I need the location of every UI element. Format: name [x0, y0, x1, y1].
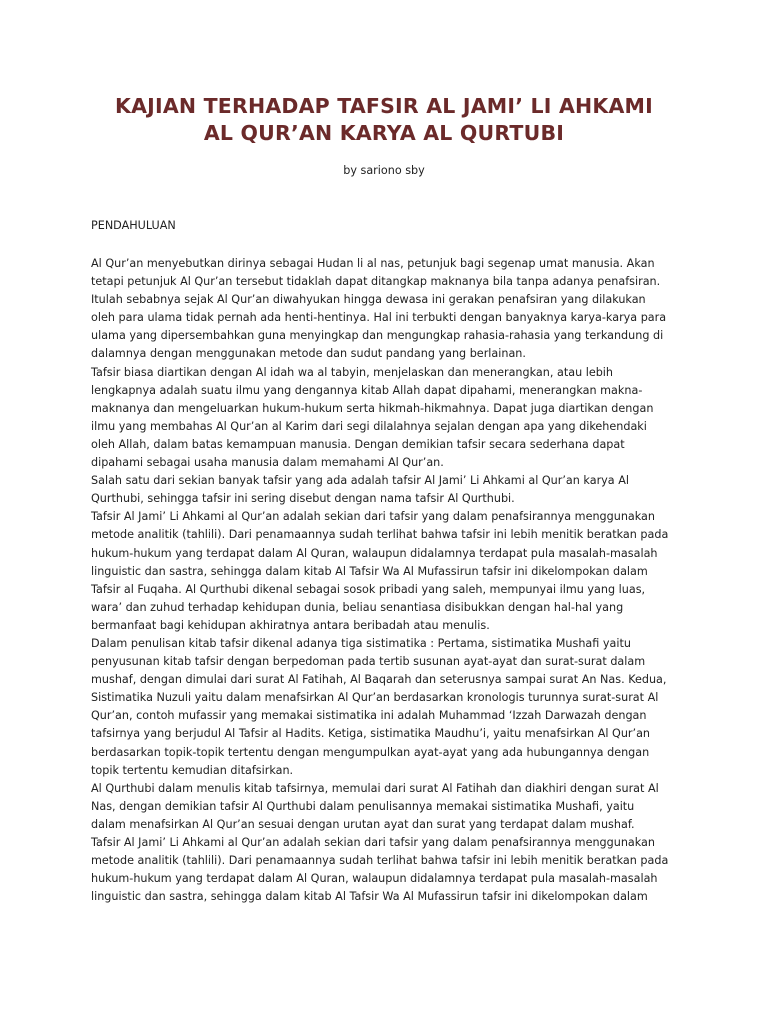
body-line: bermanfaat bagi kehidupan akhiratnya antara beribadah atau menulis. — [91, 618, 490, 632]
title-line-1: KAJIAN TERHADAP TAFSIR AL JAMI’ LI AHKAMI — [115, 94, 653, 118]
body-line: tafsirnya yang berjudul Al Tafsir al Hadits. Ketiga, sistimatika Maudhu’i, yaitu menafsirkan Al Qur’an — [91, 727, 651, 741]
body-line: ilmu yang membahas Al Qur’an al Karim dari segi dilalahnya sejalan dengan apa yang dikehendaki — [91, 419, 647, 433]
body-line: oleh Allah, dalam batas kemampuan manusia. Dengan demikian tafsir secara sederhana dapat — [91, 437, 625, 451]
body-line: Sistimatika Nuzuli yaitu dalam menafsirkan Al Qur’an berdasarkan kronologis turunnya surat-surat Al — [91, 691, 659, 705]
body-line: linguistic dan sastra, sehingga dalam kitab Al Tafsir Wa Al Mufassirun tafsir ini dikelompokan dalam — [91, 564, 648, 578]
body-text — [91, 255, 691, 906]
body-line: Itulah sebabnya sejak Al Qur’an diwahyukan hingga dewasa ini gerakan penafsiran yang dilakukan — [91, 293, 646, 307]
body-line: Al Qurthubi dalam menulis kitab tafsirnya, memulai dari surat Al Fatihah dan diakhiri dengan surat Al — [91, 781, 659, 795]
body-line: topik tertentu kemudian ditafsirkan. — [91, 763, 294, 777]
body-line: Tafsir al Fuqaha. Al Qurthubi dikenal sebagai sosok pribadi yang saleh, mempunyai ilmu yang luas, — [91, 582, 646, 596]
body-line: dalam menafsirkan Al Qur’an sesuai dengan urutan ayat dan surat yang terdapat dalam mushaf. — [91, 817, 635, 831]
body-line: dipahami sebagai usaha manusia dalam memahami Al Qur’an. — [91, 456, 444, 470]
title-line-2: AL QUR’AN KARYA AL QURTUBI — [203, 121, 565, 145]
body-line: ulama yang dipersembahkan guna menyingkap dan mengungkap rahasia-rahasia yang terkandung di — [91, 329, 664, 343]
body-line: hukum-hukum yang terdapat dalam Al Quran, walaupun didalamnya terdapat pula masalah-masalah — [91, 872, 658, 886]
body-line: Dalam penulisan kitab tafsir dikenal adanya tiga sistimatika : Pertama, sistimatika Mushafi yaitu — [91, 636, 631, 650]
body-line: berdasarkan topik-topik tertentu dengan mengumpulkan ayat-ayat yang ada hubungannya dengan — [91, 745, 650, 759]
body-line: oleh para ulama tidak pernah ada henti-hentinya. Hal ini terbukti dengan banyaknya karya-karya para — [91, 311, 667, 325]
body-line: Salah satu dari sekian banyak tafsir yang ada adalah tafsir Al Jami’ Li Ahkami al Qur’an karya Al — [91, 474, 629, 488]
body-line: Al Qur’an menyebutkan dirinya sebagai Hudan li al nas, petunjuk bagi segenap umat manusia. Akan — [91, 257, 655, 270]
section-heading: PENDAHULUAN — [91, 219, 176, 232]
body-line: tetapi petunjuk Al Qur’an tersebut tidaklah dapat ditangkap maknanya bila tanpa adanya penafsiran. — [91, 275, 661, 289]
body-line: Tafsir Al Jami’ Li Ahkami al Qur’an adalah sekian dari tafsir yang dalam penafsirannya menggunakan — [91, 510, 656, 524]
body-line: Nas, dengan demikian tafsir Al Qurthubi dalam penulisannya memakai sistimatika Mushafi, yaitu — [91, 799, 635, 813]
body-line: maknanya dan mengeluarkan hukum-hukum serta hikmah-hikmahnya. Dapat juga diartikan dengan — [91, 401, 654, 415]
body-line: wara’ dan zuhud terhadap kehidupan dunia, beliau senantiasa disibukkan dengan hal-hal yang — [91, 600, 624, 614]
body-line: hukum-hukum yang terdapat dalam Al Quran, walaupun didalamnya terdapat pula masalah-masalah — [91, 546, 658, 560]
body-line: linguistic dan sastra, sehingga dalam kitab Al Tafsir Wa Al Mufassirun tafsir ini dikelompokan dalam — [91, 890, 648, 904]
body-line: metode analitik (tahlili). Dari penamaannya sudah terlihat bahwa tafsir ini lebih menitik beratkan pada — [91, 854, 669, 868]
body-line: Qurthubi, sehingga tafsir ini sering disebut dengan nama tafsir Al Qurthubi. — [91, 492, 515, 506]
body-line: metode analitik (tahlili). Dari penamaannya sudah terlihat bahwa tafsir ini lebih menitik beratkan pada — [91, 528, 669, 542]
body-line: mushaf, dengan dimulai dari surat Al Fatihah, Al Baqarah dan seterusnya sampai surat An Nas. Kedua, — [91, 673, 667, 687]
document-title — [40, 93, 728, 147]
author-byline: by sariono sby — [343, 164, 425, 177]
body-line: dalamnya dengan menggunakan metode dan sudut pandang yang berlainan. — [91, 347, 526, 361]
body-line: lengkapnya adalah suatu ilmu yang dengannya kitab Allah dapat dipahami, menerangkan makna- — [91, 383, 643, 397]
body-line: Tafsir Al Jami’ Li Ahkami al Qur’an adalah sekian dari tafsir yang dalam penafsirannya menggunakan — [91, 836, 656, 849]
body-line: penyusunan kitab tafsir dengan berpedoman pada tertib susunan ayat-ayat dan surat-surat dalam — [91, 655, 646, 669]
body-line: Tafsir biasa diartikan dengan Al idah wa al tabyin, menjelaskan dan menerangkan, atau lebih — [91, 365, 614, 379]
body-line: Qur’an, contoh mufassir yang memakai sistimatika ini adalah Muhammad ‘Izzah Darwazah dengan — [91, 709, 647, 723]
